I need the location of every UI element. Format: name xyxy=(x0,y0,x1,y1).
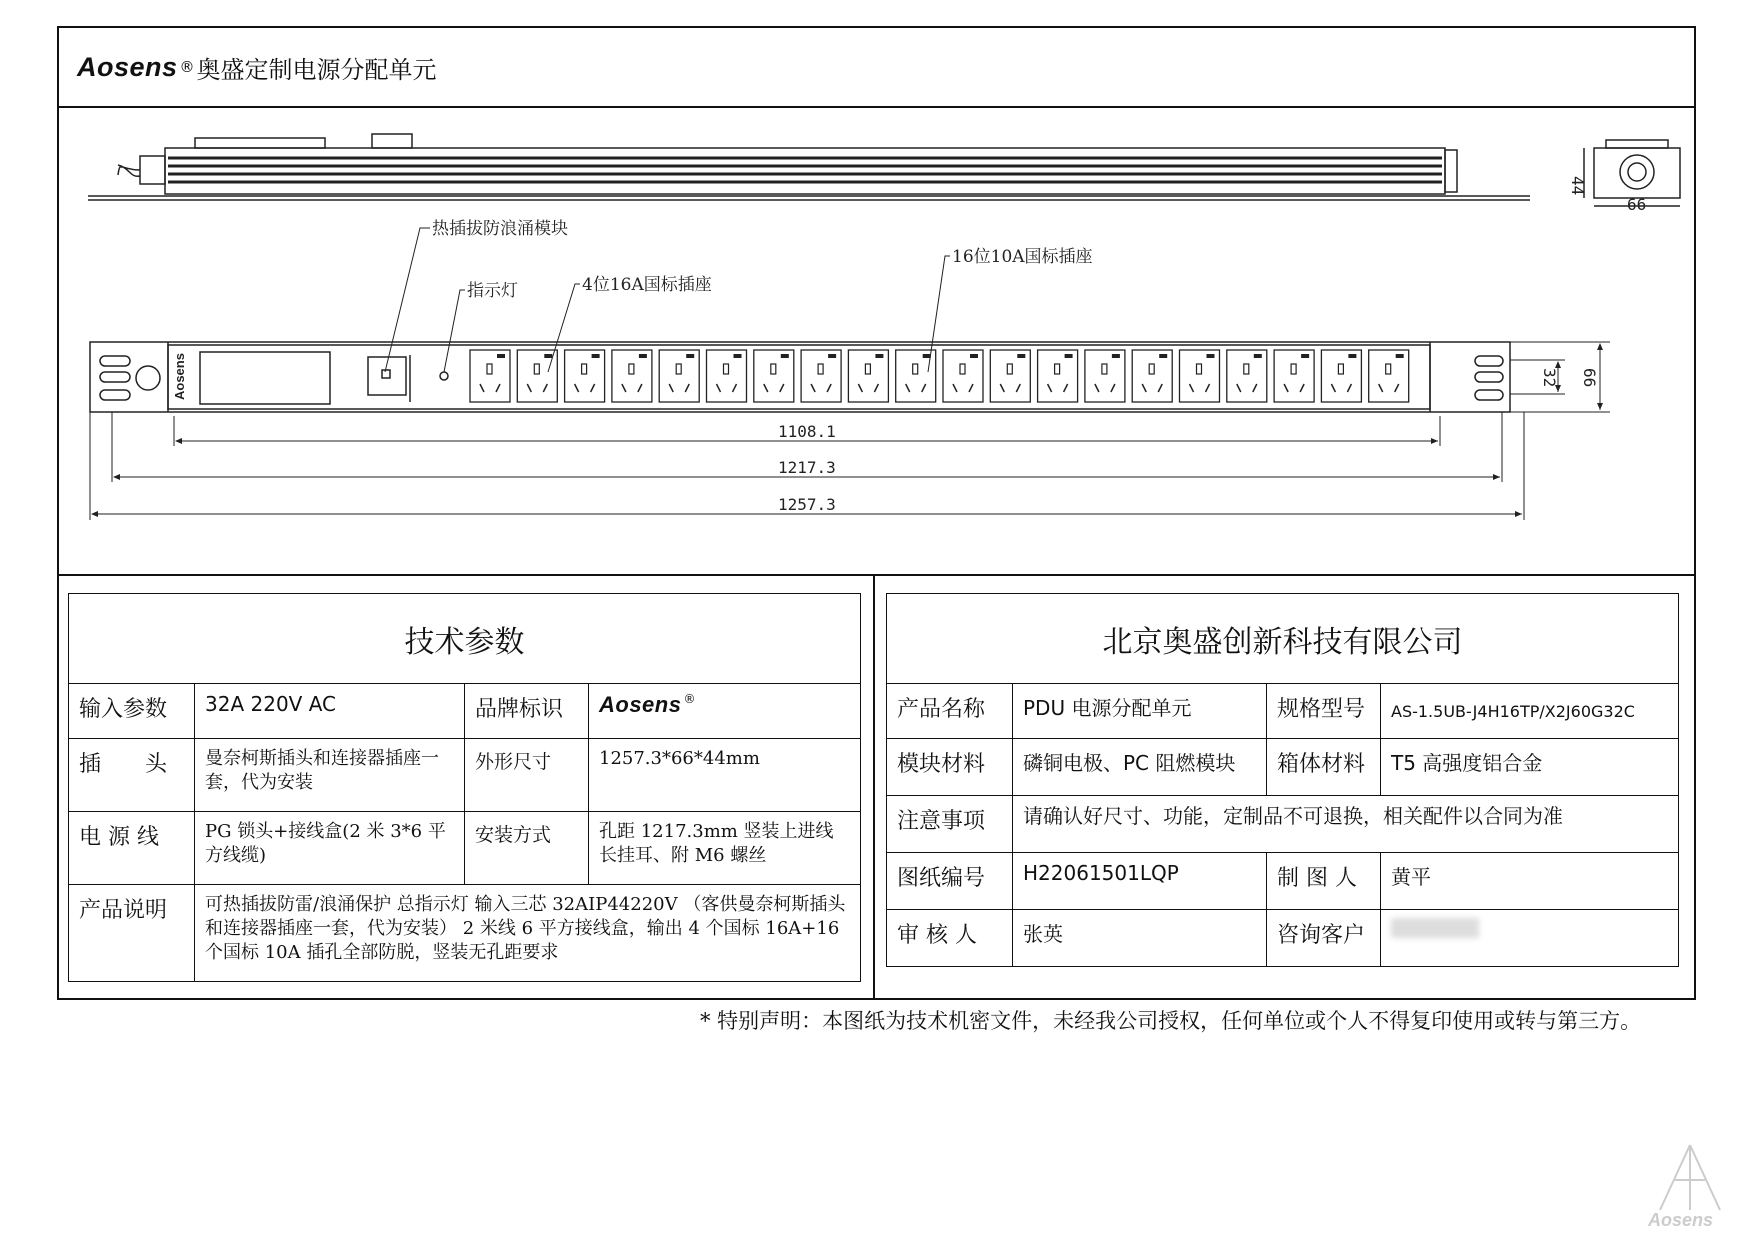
dim-hole-height: 32 xyxy=(1540,368,1559,388)
socket-icon xyxy=(517,350,557,402)
cable-label: 电 源 线 xyxy=(69,812,195,885)
socket-icon xyxy=(1321,350,1361,402)
socket-icon xyxy=(659,350,699,402)
dim-front-height: 66 xyxy=(1580,368,1599,388)
socket-icon xyxy=(1369,350,1409,402)
callout-16a-sockets: 4位16A国标插座 xyxy=(582,275,712,295)
redacted-client xyxy=(1391,918,1479,938)
reviewer-value: 张英 xyxy=(1013,910,1267,967)
plug-label: 插 头 xyxy=(69,739,195,812)
plug-value: 曼奈柯斯插头和连接器插座一套，代为安装 xyxy=(195,739,465,812)
body-brand-label: Aosens xyxy=(172,353,187,400)
socket-icon xyxy=(1227,350,1267,402)
mount-label: 安装方式 xyxy=(465,812,589,885)
case-material-value: T5 高强度铝合金 xyxy=(1381,739,1679,796)
socket-icon xyxy=(801,350,841,402)
socket-icon xyxy=(1085,350,1125,402)
module-material-label: 模块材料 xyxy=(887,739,1013,796)
aosens-logo-icon xyxy=(1640,1140,1740,1230)
drawing-no-value: H22061501LQP xyxy=(1013,853,1267,910)
company-table xyxy=(886,593,1679,967)
watermark-text: Aosens xyxy=(1648,1210,1714,1230)
input-value: 32A 220V AC xyxy=(195,684,465,739)
socket-icon xyxy=(1038,350,1078,402)
drawing-no-label: 图纸编号 xyxy=(887,853,1013,910)
brand-value xyxy=(589,684,861,739)
socket-icon xyxy=(754,350,794,402)
model-value: AS-1.5UB-J4H16TP/X2J60G32C xyxy=(1381,684,1679,739)
dim-total-length: 1257.3 xyxy=(778,495,836,514)
client-label: 咨询客户 xyxy=(1267,910,1381,967)
case-material-label: 箱体材料 xyxy=(1267,739,1381,796)
dim-hole-distance: 1217.3 xyxy=(778,458,836,477)
size-value: 1257.3*66*44mm xyxy=(589,739,861,812)
confidentiality-notice: * 特别声明：本图纸为技术机密文件，未经我公司授权，任何单位或个人不得复印使用或转与第三方。 xyxy=(700,1009,1642,1033)
socket-icon xyxy=(565,350,605,402)
input-label: 输入参数 xyxy=(69,684,195,739)
tech-params-table xyxy=(68,593,861,982)
note-label: 注意事项 xyxy=(887,796,1013,853)
drafter-label: 制 图 人 xyxy=(1267,853,1381,910)
socket-icon xyxy=(990,350,1030,402)
dim-side-height: 44 xyxy=(1568,176,1587,196)
technical-drawing xyxy=(0,0,1754,580)
socket-icon xyxy=(943,350,983,402)
callout-indicator: 指示灯 xyxy=(467,281,518,301)
drafter-value: 黄平 xyxy=(1381,853,1679,910)
socket-icon xyxy=(612,350,652,402)
socket-icon xyxy=(470,350,510,402)
callout-10a-sockets: 16位10A国标插座 xyxy=(952,247,1093,267)
brand-logo-small: Aosens xyxy=(599,692,682,717)
tech-params-title: 技术参数 xyxy=(69,594,861,684)
reviewer-label: 审 核 人 xyxy=(887,910,1013,967)
product-name-value: PDU 电源分配单元 xyxy=(1013,684,1267,739)
socket-icon xyxy=(848,350,888,402)
model-label: 规格型号 xyxy=(1267,684,1381,739)
brand-reg-mark: ® xyxy=(683,692,696,706)
mount-value: 孔距 1217.3mm 竖装上进线长挂耳、附 M6 螺丝 xyxy=(589,812,861,885)
socket-icon xyxy=(707,350,747,402)
brand-logo: Aosens xyxy=(77,51,178,82)
size-label: 外形尺寸 xyxy=(465,739,589,812)
section-divider xyxy=(57,574,1696,576)
desc-label: 产品说明 xyxy=(69,885,195,982)
socket-icon xyxy=(1274,350,1314,402)
callout-surge-module: 热插拔防浪涌模块 xyxy=(432,219,568,239)
page-title: 奥盛定制电源分配单元 xyxy=(196,55,437,84)
column-divider xyxy=(873,576,875,1000)
socket-icon xyxy=(1132,350,1172,402)
client-value xyxy=(1381,910,1679,967)
dim-side-width: 66 xyxy=(1627,195,1647,214)
company-title: 北京奥盛创新科技有限公司 xyxy=(887,594,1679,684)
note-value: 请确认好尺寸、功能，定制品不可退换，相关配件以合同为准 xyxy=(1013,796,1679,853)
module-material-value: 磷铜电极、PC 阻燃模块 xyxy=(1013,739,1267,796)
side-view xyxy=(88,134,1530,200)
socket-icon xyxy=(1180,350,1220,402)
product-name-label: 产品名称 xyxy=(887,684,1013,739)
socket-row xyxy=(470,350,1409,402)
dim-socket-span: 1108.1 xyxy=(778,422,836,441)
registered-mark: ® xyxy=(179,58,195,76)
desc-value: 可热插拔防雷/浪涌保护 总指示灯 输入三芯 32AIP44220V （客供曼奈柯斯插头和连接器插座一套，代为安装） 2 米线 6 平方接线盒，输出 4 个国标 16A+16 个国标 10A 插孔全部防脱，竖装无孔距要求 xyxy=(195,885,861,982)
brand-label: 品牌标识 xyxy=(465,684,589,739)
cable-value: PG 锁头+接线盒(2 米 3*6 平方线缆) xyxy=(195,812,465,885)
